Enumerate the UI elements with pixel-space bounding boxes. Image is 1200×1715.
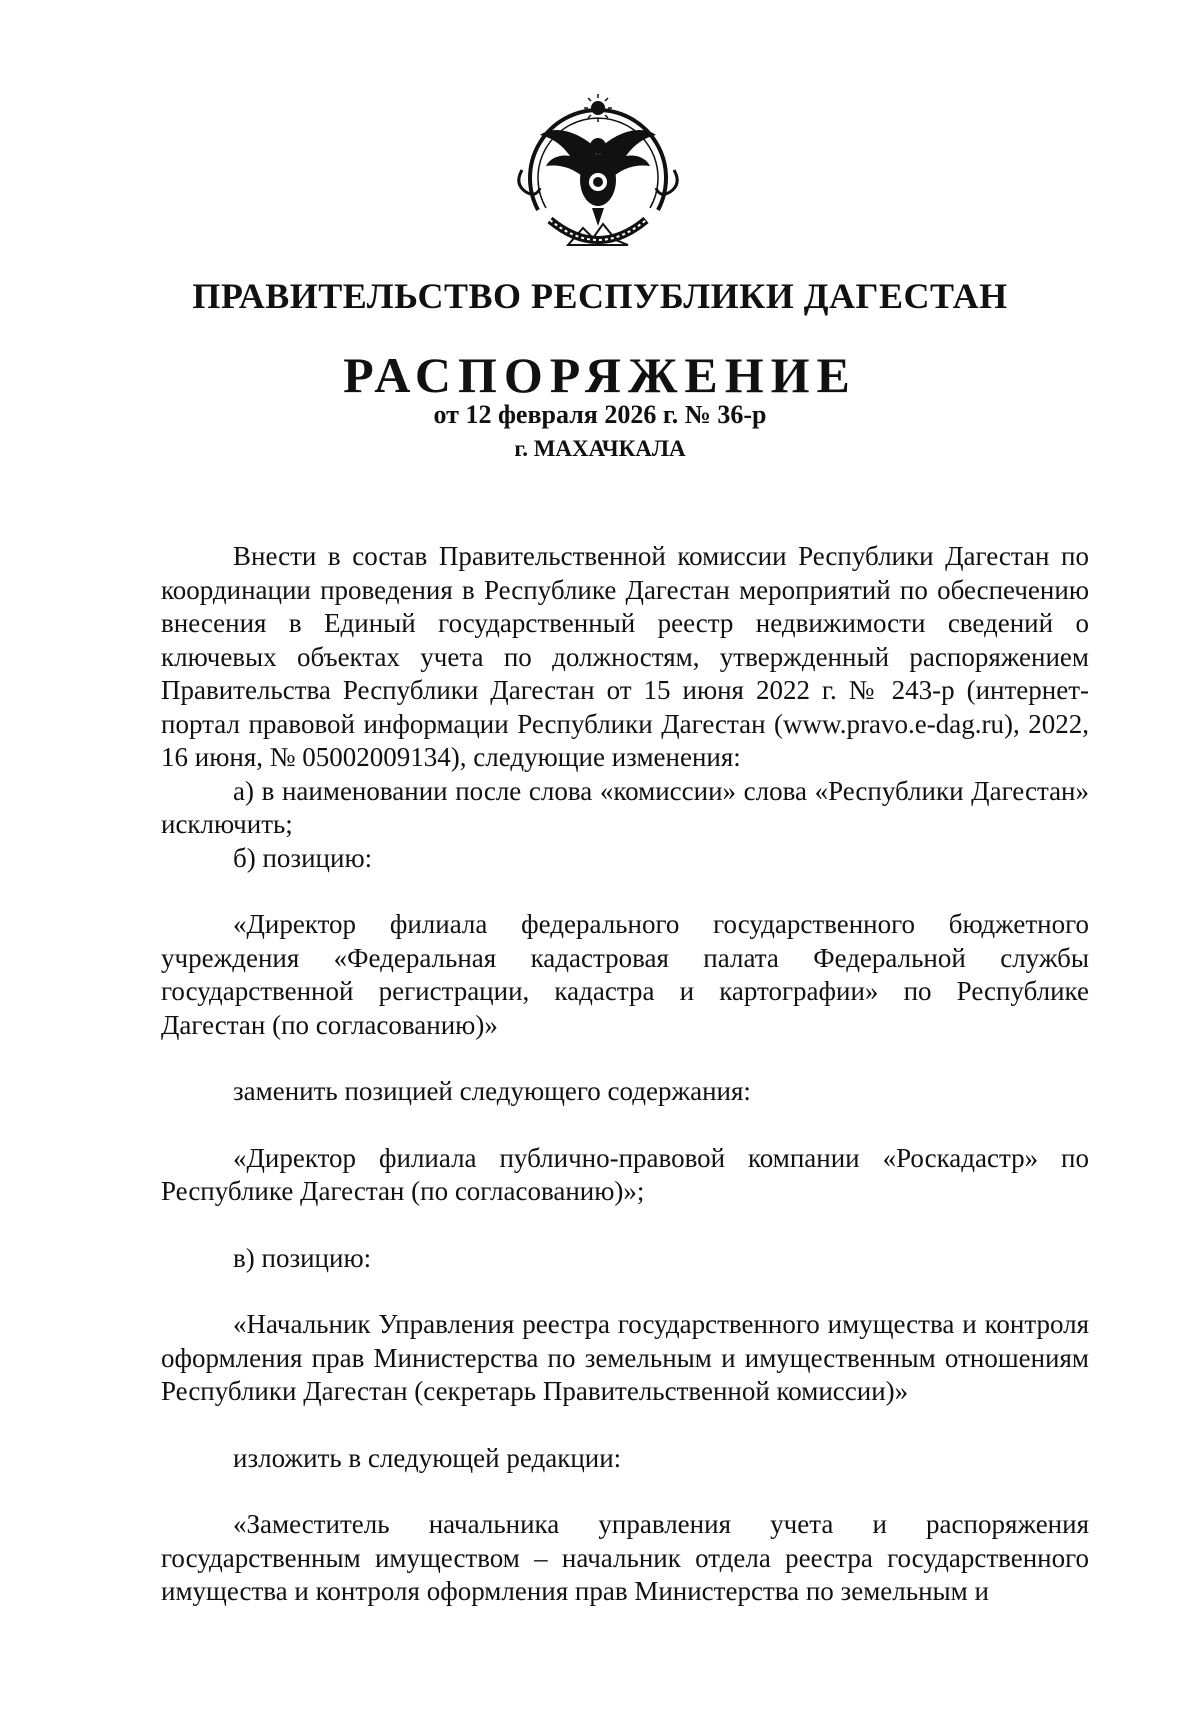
- document-city: г. МАХАЧКАЛА: [514, 436, 686, 461]
- document-body: [161, 540, 1089, 1609]
- item-b-label: б) позицию:: [233, 842, 373, 873]
- item-b-new-position: «Директор филиала публично-правовой компании «Роскадастр» по Республике Дагестан (по согласованию)»;: [161, 1142, 1089, 1206]
- dagestan-coat-of-arms-icon: [508, 80, 688, 262]
- item-c-new-position: «Заместитель начальника управления учета и распоряжения государственным имуществом – начальник отдела реестра государственного имущества и контроля оформления прав Министерства по земельным и: [161, 1509, 1089, 1606]
- document-date-number: от 12 февраля 2026 г. № 36-р: [433, 400, 767, 429]
- organization-title: ПРАВИТЕЛЬСТВО РЕСПУБЛИКИ ДАГЕСТАН: [192, 276, 1008, 316]
- item-a-paragraph: а) в наименовании после слова «комиссии» слова «Республики Дагестан» исключить;: [161, 775, 1089, 839]
- item-c-action: изложить в следующей редакции:: [233, 1442, 622, 1473]
- item-b-old-position: «Директор филиала федерального государственного бюджетного учреждения «Федеральная кадастровая палата Федеральной службы государственной регистрации, кадастра и картографии» по Республике Дагестан (по согласованию)»: [161, 909, 1089, 1040]
- intro-paragraph: Внести в состав Правительственной комиссии Республики Дагестан по координации проведения в Республике Дагестан мероприятий по обеспечению внесения в Единый государственный реестр недвижимости сведений о ключевых объектах учета по должностям, утвержденный распоряжением Правительства Республики Дагестан от 15 июня 2022 г. № 243-р (интернет-портал правовой информации Республики Дагестан (www.pravo.e-dag.ru), 2022, 16 июня, № 05002009134), следующие изменения:: [161, 541, 1089, 772]
- document-type-title: РАСПОРЯЖЕНИЕ: [343, 347, 857, 403]
- item-c-label: в) позицию:: [233, 1242, 372, 1273]
- item-b-action: заменить позицией следующего содержания:: [233, 1076, 751, 1106]
- item-c-old-position: «Начальник Управления реестра государственного имущества и контроля оформления прав Министерства по земельным и имущественным отношениям Республики Дагестан (секретарь Правительственной комиссии)»: [161, 1309, 1089, 1406]
